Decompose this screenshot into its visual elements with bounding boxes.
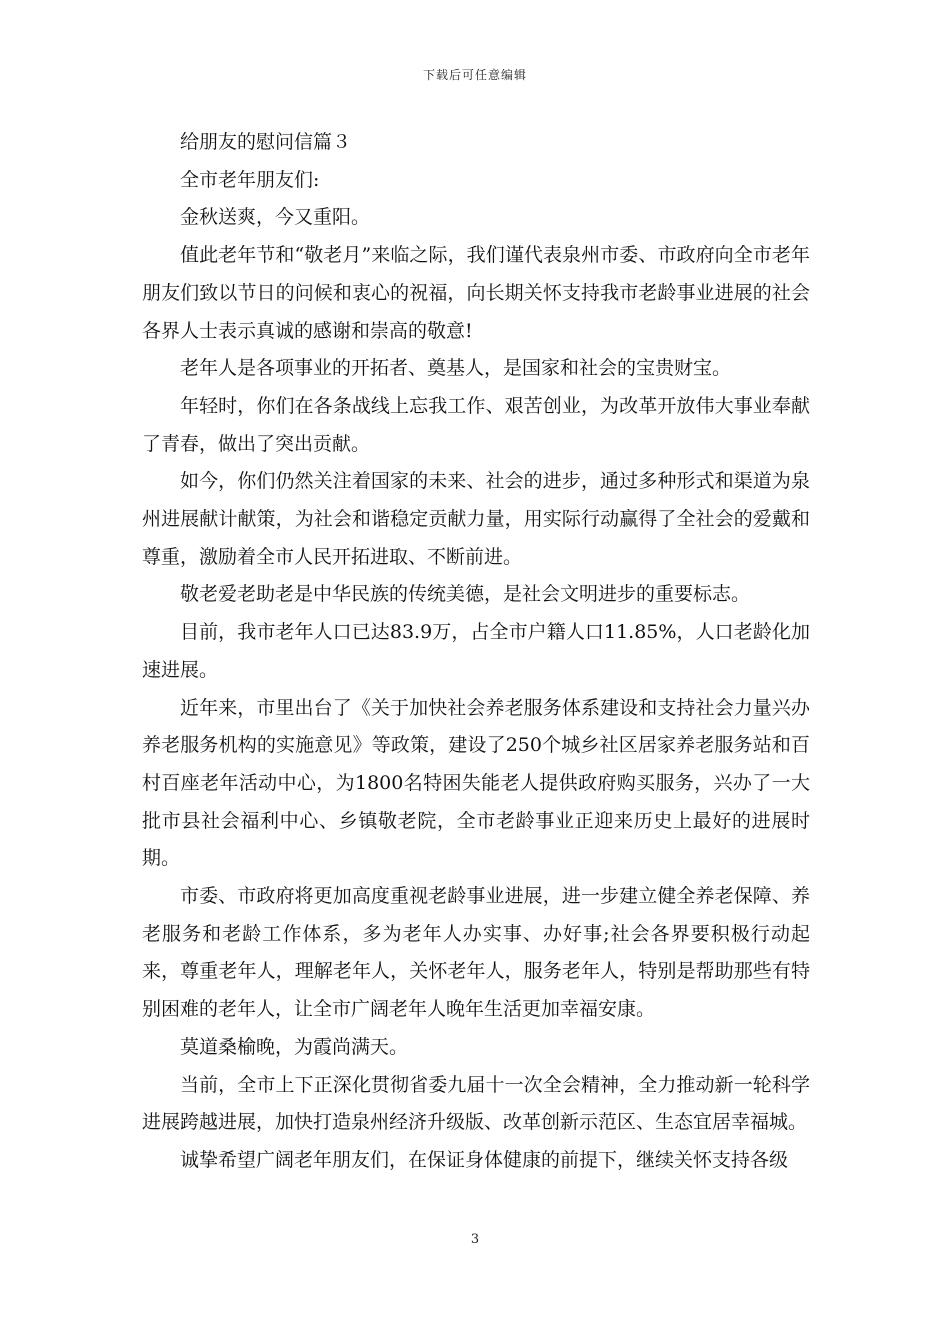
letter-title: 给朋友的慰问信篇３ xyxy=(180,131,352,153)
paragraph: 老年人是各项事业的开拓者、奠基人，是国家和社会的宝贵财宝。 xyxy=(180,357,732,380)
paragraph: 近年来，市里出台了《关于加快社会养老服务体系建设和支持社会力量兴办养老服务机构的实施意见》等政策，建设了250个城乡社区居家养老服务站和百村百座老年活动中心，为1800名特困失能老人提供政府购买服务，兴办了一大批市县社会福利中心、乡镇敬老院，全市老龄事业正迎来历史上最好的进展时期。 xyxy=(142,696,810,870)
paragraph: 诚挚希望广阔老年朋友们，在保证身体健康的前提下，继续关怀支持各级 xyxy=(180,1148,789,1171)
paragraph: 敬老爱老助老是中华民族的传统美德，是社会文明进步的重要标志。 xyxy=(180,583,751,606)
page-header: 下载后可任意编辑 xyxy=(422,68,527,82)
paragraph: 值此老年节和“敬老月”来临之际，我们谨代表泉州市委、市政府向全市老年朋友们致以节日的问候和衷心的祝福，向长期关怀支持我市老龄事业进展的社会各界人士表示真诚的感谢和崇高的敬意! xyxy=(142,244,810,342)
paragraph: 当前，全市上下正深化贯彻省委九届十一次全会精神，全力推动新一轮科学进展跨越进展，加快打造泉州经济升级版、改革创新示范区、生态宜居幸福城。 xyxy=(142,1073,810,1134)
page-number: 3 xyxy=(470,1232,480,1247)
paragraph: 如今，你们仍然关注着国家的未来、社会的进步，通过多种形式和渠道为泉州进展献计献策，为社会和谐稳定贡献力量，用实际行动赢得了全社会的爱戴和尊重，激励着全市人民开拓进取、不断前进。 xyxy=(142,470,810,568)
paragraph: 市委、市政府将更加高度重视老龄事业进展，进一步建立健全养老保障、养老服务和老龄工作体系，多为老年人办实事、办好事;社会各界要积极行动起来，尊重老年人，理解老年人，关怀老年人，服务老年人，特别是帮助那些有特别困难的老年人，让全市广阔老年人晚年生活更加幸福安康。 xyxy=(142,885,810,1021)
paragraph: 金秋送爽，今又重阳。 xyxy=(180,206,371,229)
letter-body xyxy=(142,124,810,1180)
paragraph: 年轻时，你们在各条战线上忘我工作、艰苦创业，为改革开放伟大事业奉献了青春，做出了突出贡献。 xyxy=(142,394,810,455)
salutation: 全市老年朋友们: xyxy=(180,168,320,191)
paragraph: 莫道桑榆晚，为霞尚满天。 xyxy=(180,1035,409,1058)
paragraph: 目前，我市老年人口已达83.9万，占全市户籍人口11.85%，人口老龄化加速进展。 xyxy=(142,621,810,681)
